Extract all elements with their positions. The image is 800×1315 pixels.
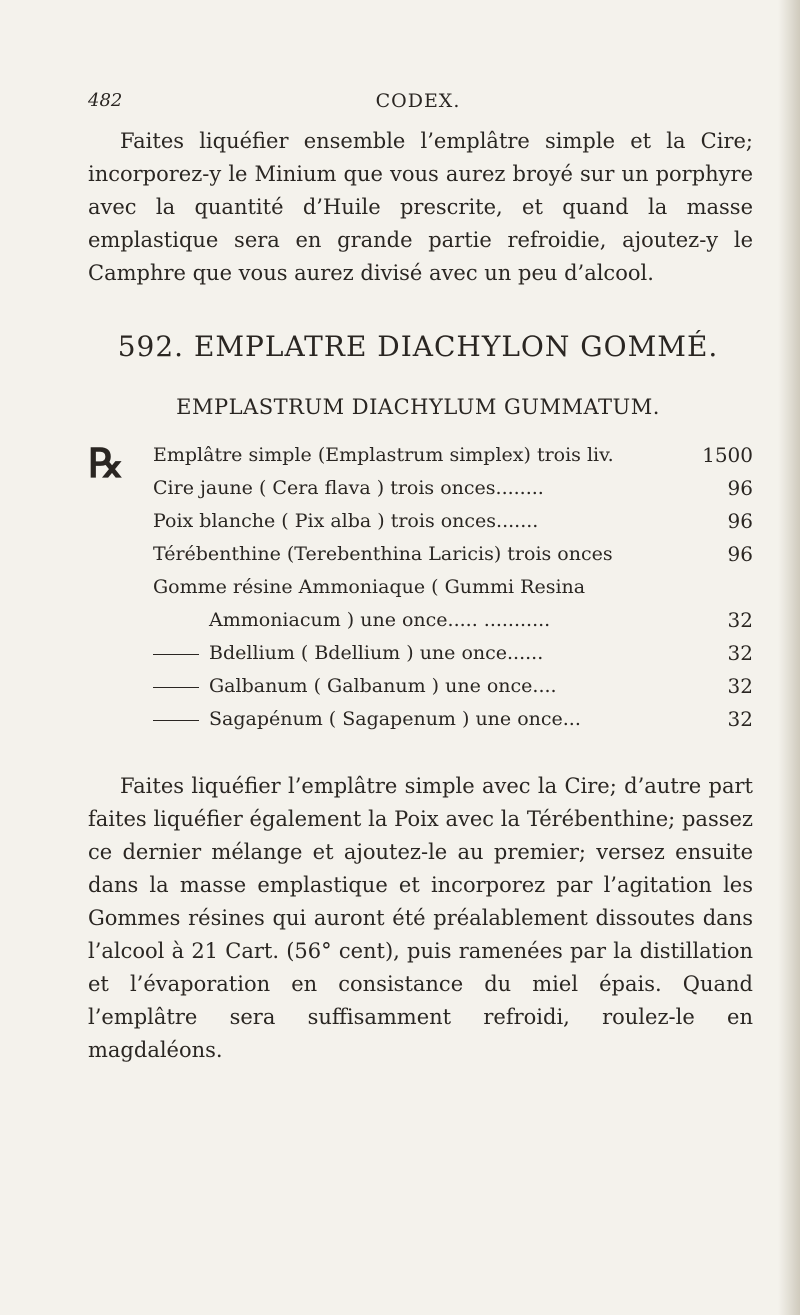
ingredient-qty: 96: [727, 542, 753, 566]
running-head: [88, 90, 748, 120]
ingredient-desc: Térébenthine (Terebenthina Laricis) trois onces: [153, 543, 613, 565]
recipe-rx-icon: ℞: [88, 440, 124, 487]
ingredient-row: [153, 539, 753, 569]
running-title: CODEX.: [375, 90, 461, 112]
ingredient-qty: 96: [727, 509, 753, 533]
ingredient-qty: 32: [727, 641, 753, 665]
ingredient-qty: 32: [727, 707, 753, 731]
ingredient-desc: Sagapénum ( Sagapenum ) une once...: [209, 708, 581, 730]
paragraph-text: Faites liquéfier ensemble l’emplâtre simple et la Cire; incorporez-y le Minium que vous aurez broyé sur un porphyre avec la quantité d’Huile prescrite, et quand la masse emplastique sera en grande partie refroidie, ajoutez-y le Camphre que vous aurez divisé avec un peu d’alcool.: [88, 129, 753, 285]
ingredient-row: [153, 671, 753, 701]
ingredient-desc: Bdellium ( Bdellium ) une once......: [209, 642, 544, 664]
ingredient-row: [153, 506, 753, 536]
page-edge-shadow: [778, 0, 800, 1315]
ingredient-row: [153, 572, 753, 602]
paragraph-text: Faites liquéfier l’emplâtre simple avec la Cire; d’autre part faites liquéfier également la Poix avec la Térébenthine; passez ce dernier mélange et ajoutez-le au premier; versez ensuite dans la masse emplastique et incorporez par l’agitation les Gommes résines qui auront été préalablement dissoutes dans l’alcool à 21 Cart. (56° cent), puis ramenées par la distillation et l’évaporation en consistance du miel épais. Quand l’emplâtre sera suffisamment refroidi, roulez-le en magdaléons.: [88, 774, 753, 1062]
ingredient-qty: 96: [727, 476, 753, 500]
paragraph-preparation-previous: [88, 125, 753, 290]
section-heading: 592. EMPLATRE DIACHYLON GOMMÉ.: [117, 330, 719, 363]
ingredient-desc: Ammoniacum ) une once..... ...........: [209, 609, 551, 631]
ingredient-row: [153, 704, 753, 734]
ingredient-qty: 32: [727, 674, 753, 698]
ingredient-row: [153, 440, 753, 470]
recipe-formula: [88, 440, 758, 770]
ingredient-desc: Gomme résine Ammoniaque ( Gummi Resina: [153, 576, 586, 598]
ingredient-row: [153, 605, 753, 635]
ingredient-row: [153, 638, 753, 668]
ingredient-qty: 1500: [702, 443, 753, 467]
ingredient-desc: Galbanum ( Galbanum ) une once....: [209, 675, 557, 697]
latin-subheading: EMPLASTRUM DIACHYLUM GUMMATUM.: [176, 395, 660, 419]
ingredient-row: [153, 473, 753, 503]
ingredient-desc: Poix blanche ( Pix alba ) trois onces.......: [153, 510, 539, 532]
ditto-dash: [153, 720, 199, 721]
ingredient-desc: Cire jaune ( Cera flava ) trois onces........: [153, 477, 544, 499]
paragraph-preparation: [88, 770, 753, 1067]
page-number: 482: [88, 90, 123, 111]
ingredient-qty: 32: [727, 608, 753, 632]
ingredient-desc: Emplâtre simple (Emplastrum simplex) trois liv.: [153, 444, 614, 466]
ditto-dash: [153, 687, 199, 688]
ditto-dash: [153, 654, 199, 655]
